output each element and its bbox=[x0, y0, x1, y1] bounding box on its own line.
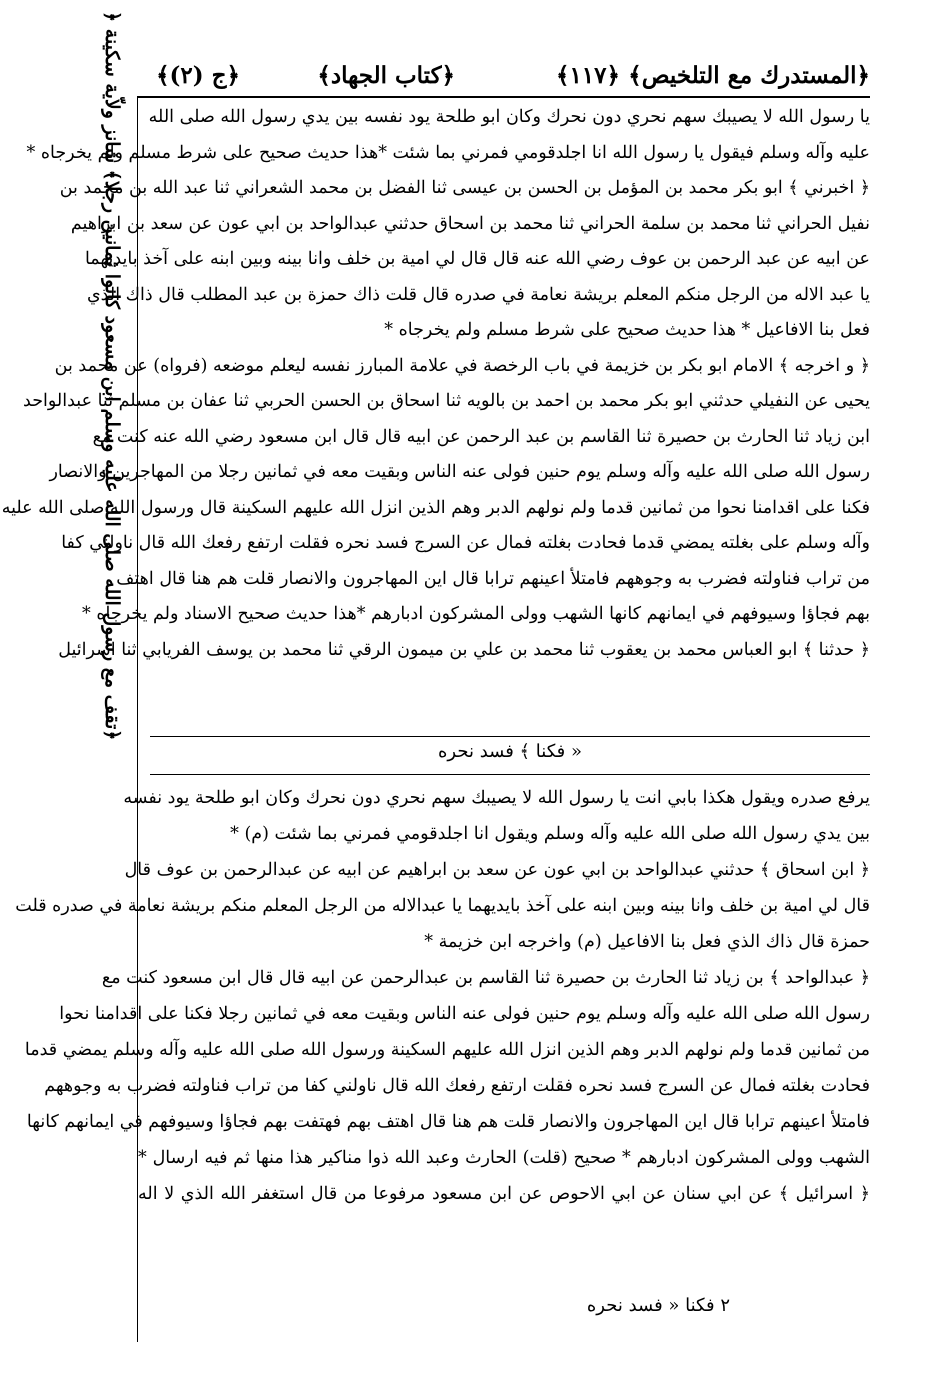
talkhis-line: من ثمانين قدما ولم نولهم الدبر وهم الذين انزل الله عليهم السكينة ورسول الله صلى الله عليه وآله وسلم يمضي قدما bbox=[24, 1040, 870, 1060]
main-line: ﴿ اخبرني ﴾ ابو بكر محمد بن المؤمل بن الحسن بن عيسى ثنا الفضل بن محمد الشعراني ثنا عبد الله بن محمد بن bbox=[59, 178, 870, 198]
talkhis-line: رسول الله صلى الله عليه وآله وسلم يوم حنين فولى عنه الناس وبقيت معه في ثمانين رجلا فكنا على اقدامنا نحوا bbox=[59, 1004, 870, 1024]
footnote-separator bbox=[150, 736, 870, 737]
volume-number: ﴿ج (٢)﴾ bbox=[156, 62, 240, 89]
main-line: يا عبد الاله من الرجل منكم المعلم بريشة نعامة في صدره قال قلت ذاك حمزة بن عبد المطلب قال ذاك الذي bbox=[86, 284, 870, 305]
margin-note-text: ﴿تقف مع رسول الله صلى الله عليه وسلم ابن مسعود كانوا ثمانين رجلا﴾ شانز ولاّية سكينة ﴿ bbox=[101, 10, 123, 740]
main-line: ﴿ و اخرجه ﴾ الامام ابو بكر بن خزيمة في باب الرخصة في علامة المبارز نفسه ليعلم موضعه (فرواه) عن محمد بن bbox=[54, 355, 870, 376]
talkhis-text bbox=[15, 780, 870, 1212]
talkhis-line: حمزة قال ذاك الذي فعل بنا الافاعيل (م) واخرجه ابن خزيمة * bbox=[424, 932, 870, 952]
talkhis-line: يرفع صدره ويقول هكذا بابي انت يا رسول الله لا يصيبك سهم نحري دون نحرك وكان ابو طلحة يود نفسه bbox=[123, 788, 870, 808]
book-title: ﴿المستدرك مع التلخيص﴾ bbox=[628, 62, 870, 89]
main-line: بهم فجاؤا وسيوفهم في ايمانهم كانها الشهب وولى المشركون ادبارهم *هذا حديث صحيح الاسناد ولم يخرجاه * bbox=[82, 604, 870, 624]
talkhis-line: ﴿ ابن اسحاق ﴾ حدثني عبدالواحد بن ابي عون عن سعد بن ابراهيم عن ابيه عن عبدالرحمن بن عوف قال bbox=[124, 860, 870, 880]
main-line: من تراب فناولته فضرب به وجوههم فامتلأ اعينهم ترابا قال اين المهاجرون والانصار قلت هم هنا قال اهتف bbox=[116, 568, 870, 589]
talkhis-line: قال لي امية بن خلف وانا بينه وبين ابنه على آخذ بايديهما يا عبدالاله من الرجل المعلم منكم بريشة نعامة في صدره قلت bbox=[15, 896, 870, 916]
main-line: رسول الله صلى الله عليه وآله وسلم يوم حنين فولى عنه الناس وبقيت معه في ثمانين رجلا من المهاجرين والانصار bbox=[49, 462, 870, 482]
talkhis-separator bbox=[150, 774, 870, 775]
main-line: فكنا على اقدامنا نحوا من ثمانين قدما ولم نولهم الدبر وهم الذين انزل الله عليهم السكينة قال ورسول الله صلى الله عليه bbox=[1, 497, 870, 518]
main-line: وآله وسلم على بغلته يمضي قدما فحادت بغلته فمال عن السرج فسد نحره فقلت ارتفع رفعك الله قال ناولني كفا bbox=[61, 533, 870, 553]
talkhis-line: فحادت بغلته فمال عن السرج فسد نحره فقلت ارتفع رفعك الله قال ناولني كفا من تراب فناولته فضرب به وجوههم bbox=[44, 1076, 870, 1096]
talkhis-line: ﴿ عبدالواحد ﴾ بن زياد ثنا الحارث بن حصيرة ثنا القاسم بن عبدالرحمن عن ابيه قال قال ابن مسعود كنت مع bbox=[101, 968, 870, 988]
main-line: يحيى عن النفيلي حدثني ابو بكر محمد بن احمد بن بالويه ثنا اسحاق بن الحسن الحربي ثنا عفان بن مسلم ثنا عبدالواحد bbox=[23, 391, 870, 411]
frame-top-rule bbox=[137, 96, 870, 98]
main-line: عليه وآله وسلم فيقول يا رسول الله انا اجلدقومي فمرني بما شئت *هذا حديث صحيح على شرط مسلم ولم يخرجاه * bbox=[26, 142, 870, 163]
main-line: نفيل الحراني ثنا محمد بن سلمة الحراني ثنا محمد بن اسحاق حدثني عبدالواحد بن ابي عون عن سعد بن ابراهيم bbox=[70, 213, 870, 234]
main-line: ﴿ حدثنا ﴾ ابو العباس محمد بن يعقوب ثنا محمد بن علي بن ميمون الرقي ثنا محمد بن يوسف الفريابي ثنا اسرائيل bbox=[58, 639, 870, 660]
talkhis-line: الشهب وولى المشركون ادبارهم * صحيح (قلت) الحارث وعبد الله ذوا مناكير هذا منها ثم فيه ارسال * bbox=[138, 1148, 870, 1168]
main-line: عن ابيه عن عبد الرحمن بن عوف رضي الله عنه قال قال لي امية بن خلف وانا بينه وبين ابنه على آخذ بايديهما bbox=[84, 249, 870, 269]
talkhis-line: بين يدي رسول الله صلى الله عليه وآله وسلم ويقول انا اجلدقومي فمرني بما شئت (م) * bbox=[230, 824, 870, 844]
main-line: يا رسول الله لا يصيبك سهم نحري دون نحرك وكان ابو طلحة يود نفسه بين يدي رسول الله صلى الله bbox=[148, 107, 870, 127]
footnote-top: « فكنا ﴾ فسد نحره bbox=[437, 741, 582, 762]
chapter-title: ﴿كتاب الجهاد﴾ bbox=[317, 62, 455, 89]
main-line: ابن زياد ثنا الحارث بن حصيرة ثنا القاسم بن عبد الرحمن عن ابيه قال قال ابن مسعود رضي الله عنه كنت مع bbox=[92, 426, 870, 447]
talkhis-line: فامتلأ اعينهم ترابا قال اين المهاجرون والانصار قلت هم هنا قال اهتف بهم فهتفت بهم فجاؤا وسيوفهم في ايمانهم كانها bbox=[26, 1112, 870, 1132]
page-number: ﴿١١٧﴾ bbox=[555, 62, 620, 89]
footnote-bottom: ٢ فكنا « فسد نحره bbox=[586, 1295, 730, 1316]
main-line: فعل بنا الافاعيل * هذا حديث صحيح على شرط مسلم ولم يخرجاه * bbox=[384, 320, 870, 340]
talkhis-line: ﴿ اسرائيل ﴾ عن ابي سنان عن ابي الاحوص عن ابن مسعود مرفوعا من قال استغفر الله الذي لا اله bbox=[138, 1184, 870, 1204]
